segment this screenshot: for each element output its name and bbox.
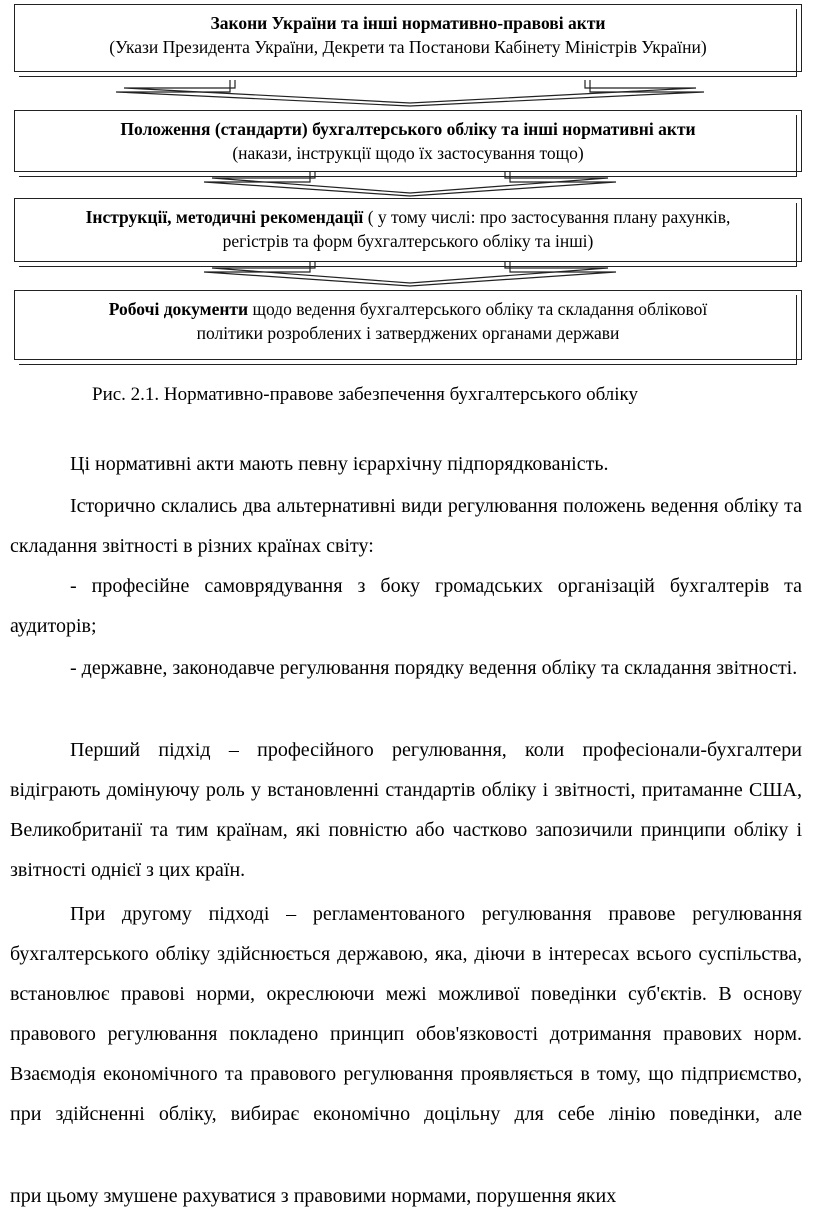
box-instructions-detail-1: ( у тому числі: про застосування плану рахунків,	[363, 207, 731, 227]
box-laws-title: Закони України та інші нормативно-правові акти	[210, 13, 606, 33]
box-documents-title: Робочі документи	[108, 299, 249, 319]
diagram-box-instructions	[14, 198, 802, 262]
figure-caption: Рис. 2.1. Нормативно-правове забезпечення бухгалтерського обліку	[92, 384, 638, 405]
box-documents-detail-1: щодо ведення бухгалтерського обліку та складання облікової	[248, 299, 708, 319]
paragraph-6: При другому підході – регламентованого регулювання правове регулювання бухгалтерського обліку здійснюється державою, яка, діючи в інтересах всього суспільства, встановлює правові норми, окреслюючи межі можливої поведінки суб'єктів. В основу правового регулювання покладено принцип обов'язковості дотримання правових норм. Взаємодія економічного та правового регулювання проявляється в тому, що підприємство, при здійсненні обліку, вибирає економічно доцільну для себе лінію поведінки, але	[10, 903, 802, 1125]
paragraph-5: Перший підхід – професійного регулювання, коли професіонали-бухгалтери відіграють домінуючу роль у встановленні стандартів обліку і звітності, притаманне США, Великобританії та тим країнам, які повністю або частково запозичили принципи обліку і звітності однієї з цих країн.	[10, 739, 802, 881]
box-instructions-title: Інструкції, методичні рекомендації	[85, 207, 364, 227]
arrow-1	[116, 80, 704, 106]
paragraph-2: Історично склались два альтернативні види регулювання положень ведення обліку та складання звітності в різних країнах світу:	[10, 495, 802, 557]
box-instructions-detail-2: регістрів та форм бухгалтерського обліку та інші)	[222, 231, 594, 251]
arrow-2	[204, 172, 616, 196]
paragraph-3: - професійне самоврядування з боку громадських організацій бухгалтерів та аудиторів;	[10, 575, 802, 637]
paragraph-1: Ці нормативні акти мають певну ієрархічну підпорядкованість.	[70, 453, 609, 475]
paragraph-4: - державне, законодавче регулювання порядку ведення обліку та складання звітності.	[70, 657, 798, 679]
arrow-3	[204, 262, 616, 286]
box-laws-detail: (Укази Президента України, Декрети та Постанови Кабінету Міністрів України)	[109, 37, 707, 57]
diagram-box-laws	[14, 4, 802, 72]
diagram-box-documents	[14, 290, 802, 360]
diagram-box-standards	[14, 110, 802, 172]
box-standards-title: Положення (стандарти) бухгалтерського обліку та інші нормативні акти	[120, 119, 696, 139]
paragraph-6-last-line: при цьому змушене рахуватися з правовими нормами, порушення яких	[10, 1185, 617, 1207]
box-standards-detail: (накази, інструкції щодо їх застосування тощо)	[232, 143, 584, 163]
box-documents-detail-2: політики розроблених і затверджених органами держави	[196, 323, 620, 343]
